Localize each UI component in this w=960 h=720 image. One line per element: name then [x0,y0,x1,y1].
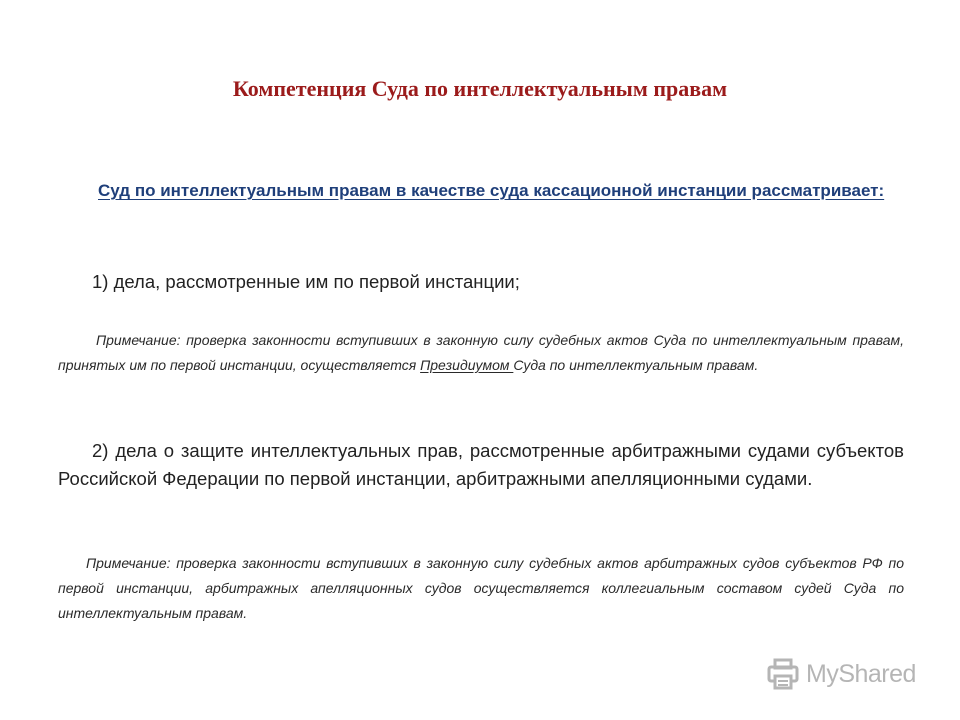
note-1 [58,328,904,378]
watermark-text: MyShared [806,659,916,688]
intro-text: Суд по интеллектуальным правам в качестве суда кассационной инстанции рассматривает: [98,181,885,200]
note-1-presidium-link: Президиумом [420,357,514,373]
list-item-2: 2) дела о защите интеллектуальных прав, рассмотренные арбитражными судами субъектов Российской Федерации по первой инстанции, арбитражными апелляционными судами. [58,440,904,489]
list-item-1: 1) дела, рассмотренные им по первой инстанции; [92,271,520,292]
slide-title: Компетенция Суда по интеллектуальным правам [232,76,728,101]
watermark [766,654,916,694]
mystared-printer-icon [766,657,800,691]
note-2: Примечание: проверка законности вступивших в законную силу судебных актов арбитражных судов субъектов РФ по первой инстанции, арбитражных апелляционных судов осуществляется коллегиальным составом судей Суда по интеллектуальным правам. [58,555,904,621]
intro-paragraph [58,178,904,203]
note-1-text-before: Примечание: проверка законности вступивших в законную силу судебных актов Суда по интеллектуальным правам, принятых им по первой инстанции, осуществляется [58,332,904,373]
note-1-text-after: Суда по интеллектуальным правам. [513,357,759,373]
